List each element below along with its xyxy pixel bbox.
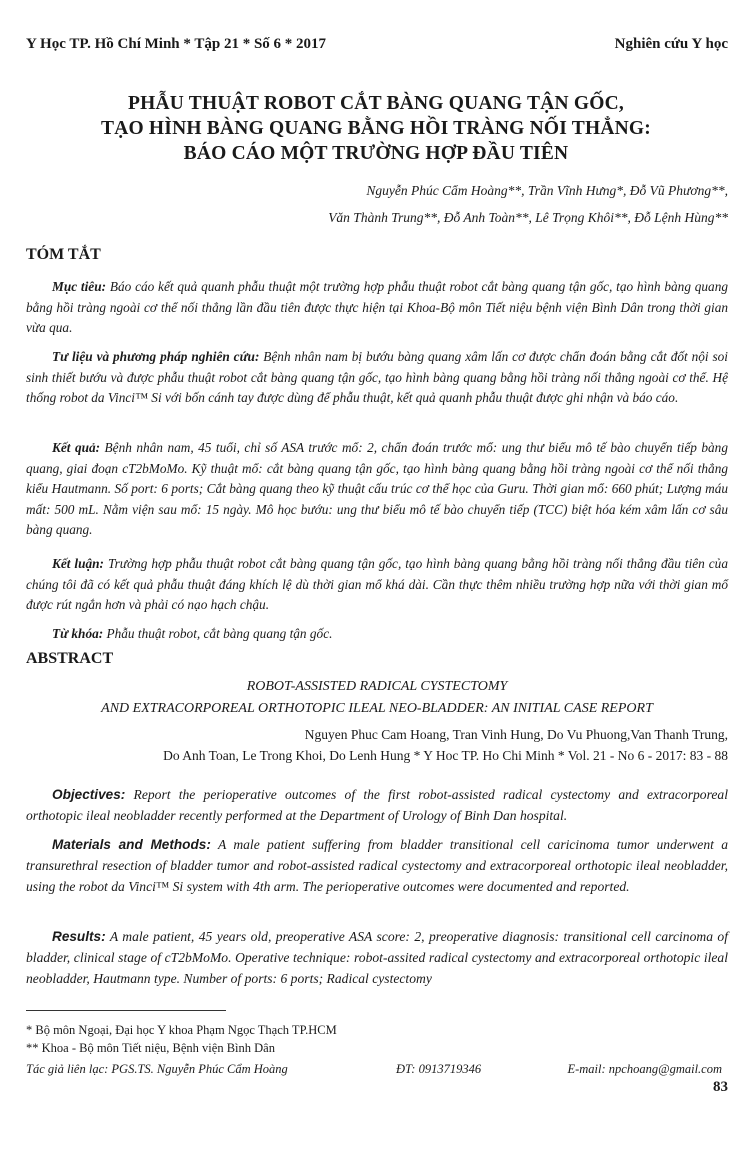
tomtat-heading: TÓM TẮT: [26, 246, 101, 263]
section-label: Nghiên cứu Y học: [614, 36, 728, 52]
ketluan-paragraph: [26, 554, 728, 616]
contact-author: Tác giả liên lạc: PGS.TS. Nguyễn Phúc Cẩm Hoàng: [26, 1062, 288, 1076]
abstract-title: [26, 676, 728, 720]
ketqua-text: Bệnh nhân nam, 45 tuổi, chỉ số ASA trước mổ: 2, chẩn đoán trước mổ: ung thư biểu mô tế bào chuyển tiếp bàng quang, giai đoạn cT2bMoMo. Kỹ thuật mổ: cắt bàng quang tận gốc, tạo hình bàng quang bằng hồi tràng ngoài cơ thể nối thẳng kiểu Hautmann. Số port: 6 ports; Cắt bàng quang theo kỹ thuật cấu trúc cơ thể học của Guru. Thời gian mổ: 660 phút; Lượng máu mất: 500 mL. Nằm viện sau mổ: 15 ngày. Mô học bướu: ung thư biểu mô tế bào chuyển tiếp (TCC) biệt hóa kém xâm lấn cơ sâu bàng quang.: [26, 440, 728, 537]
page-number: 83: [713, 1079, 728, 1095]
abstract-title-line-1: ROBOT-ASSISTED RADICAL CYSTECTOMY: [246, 679, 508, 694]
objectives-text: Report the perioperative outcomes of the first robot-assisted radical cystectomy and extracorporeal orthotopic ileal neobladder recently performed at the Department of Urology of Binh Dan hospital.: [26, 787, 728, 823]
ketluan-text: Trường hợp phẫu thuật robot cắt bàng quang tận gốc, tạo hình bàng quang bằng hồi tràng nối thẳng đầu tiên của chúng tôi đã có kết quả phẫu thuật đáng khích lệ dù thời gian mổ khá dài. Cần thực thêm nhiều trường hợp nữa với thời gian mổ được rút ngắn hơn và phải có nạo hạch chậu.: [26, 556, 728, 612]
footnote-1: * Bộ môn Ngoại, Đại học Y khoa Phạm Ngọc Thạch TP.HCM: [26, 1023, 337, 1037]
results-label: Results:: [52, 929, 106, 944]
methods-label: Materials and Methods:: [52, 837, 211, 852]
muctieu-paragraph: [26, 277, 728, 339]
title-line-1: PHẪU THUẬT ROBOT CẮT BÀNG QUANG TẬN GỐC,: [128, 93, 624, 114]
methods-paragraph: [26, 834, 728, 897]
running-header: [26, 36, 728, 56]
citation: [26, 724, 728, 766]
tukhoa-text: Phẫu thuật robot, cắt bàng quang tận gốc.: [103, 626, 333, 641]
results-paragraph: [26, 926, 728, 989]
tukhoa-label: Từ khóa:: [52, 626, 104, 641]
footnote-2: ** Khoa - Bộ môn Tiết niệu, Bệnh viện Bình Dân: [26, 1041, 275, 1055]
title-line-2: TẠO HÌNH BÀNG QUANG BẰNG HỒI TRÀNG NỐI THẲNG:: [100, 118, 651, 139]
tulieu-text: Bệnh nhân nam bị bướu bàng quang xâm lấn cơ được chẩn đoán bằng cắt đốt nội soi sinh thiết bướu và được phẫu thuật robot cắt bàng quang tận gốc, tạo hình bàng quang bằng hồi tràng nối thẳng ngoài cơ thể. Hệ thống robot da Vinci™ Si với bốn cánh tay được dùng để phẫu thuật, kết quả quanh phẫu thuật được ghi nhận và báo cáo.: [26, 349, 729, 405]
objectives-label: Objectives:: [52, 787, 126, 802]
results-text: A male patient, 45 years old, preoperative ASA score: 2, preoperative diagnosis: transitional cell carcinoma of bladder, clinical stage of cT2bMoMo. Operative technique: robot-assited radical cystectomy and extracorporeal orthotopic ileal neobladder, Hautmann type. Number of ports: 6 ports; Radical cystectomy: [26, 929, 728, 986]
article-title: [60, 91, 692, 166]
muctieu-label: Mục tiêu:: [52, 279, 107, 294]
contact-email[interactable]: E-mail: npchoang@gmail.com: [567, 1062, 722, 1076]
citation-line-2: Do Anh Toan, Le Trong Khoi, Do Lenh Hung * Y Hoc TP. Ho Chi Minh * Vol. 21 - No 6 - 2017: 83 - 88: [163, 748, 728, 763]
contact-phone: ĐT: 0913719346: [396, 1062, 482, 1076]
abstract-heading: ABSTRACT: [26, 650, 114, 667]
tulieu-label: Tư liệu và phương pháp nghiên cứu:: [52, 349, 260, 364]
tulieu-paragraph: [26, 347, 728, 409]
methods-text: A male patient suffering from bladder transitional cell caricinoma tumor underwent a transurethral resection of bladder tumor and robot-assisted radical cystectomy and extracorporeal orthotopic ileal neobladder, using the robot da Vinci™ Si system with 4th arm. The perioperative outcomes were documented and reported.: [26, 837, 728, 894]
muctieu-text: Báo cáo kết quả quanh phẫu thuật một trường hợp phẫu thuật robot cắt bàng quang tận gốc, tạo hình bàng quang bằng hồi tràng ngoài cơ thể nối thẳng lần đầu tiên được thực hiện tại Khoa-Bộ môn Tiết niệu bệnh viện Bình Dân trong thời gian vừa qua.: [26, 279, 729, 335]
contact-footnote: [26, 1062, 722, 1080]
ketqua-label: Kết quả:: [52, 440, 101, 455]
tukhoa-paragraph: [26, 624, 728, 645]
citation-line-1: Nguyen Phuc Cam Hoang, Tran Vinh Hung, Do Vu Phuong,Van Thanh Trung,: [304, 727, 728, 742]
title-line-3: BÁO CÁO MỘT TRƯỜNG HỢP ĐẦU TIÊN: [183, 143, 569, 164]
ketqua-paragraph: [26, 438, 728, 541]
ketluan-label: Kết luận:: [52, 556, 104, 571]
journal-info: Y Học TP. Hồ Chí Minh * Tập 21 * Số 6 * 2017: [26, 36, 327, 52]
footnote-divider: [26, 1010, 226, 1011]
authors-line-2: Văn Thành Trung**, Đỗ Anh Toàn**, Lê Trọng Khôi**, Đỗ Lệnh Hùng**: [328, 210, 728, 225]
objectives-paragraph: [26, 784, 728, 826]
authors-line-1: Nguyễn Phúc Cẩm Hoàng**, Trần Vĩnh Hưng*, Đỗ Vũ Phương**,: [366, 183, 728, 198]
abstract-title-line-2: AND EXTRACORPOREAL ORTHOTOPIC ILEAL NEO-BLADDER: AN INITIAL CASE REPORT: [101, 701, 653, 716]
